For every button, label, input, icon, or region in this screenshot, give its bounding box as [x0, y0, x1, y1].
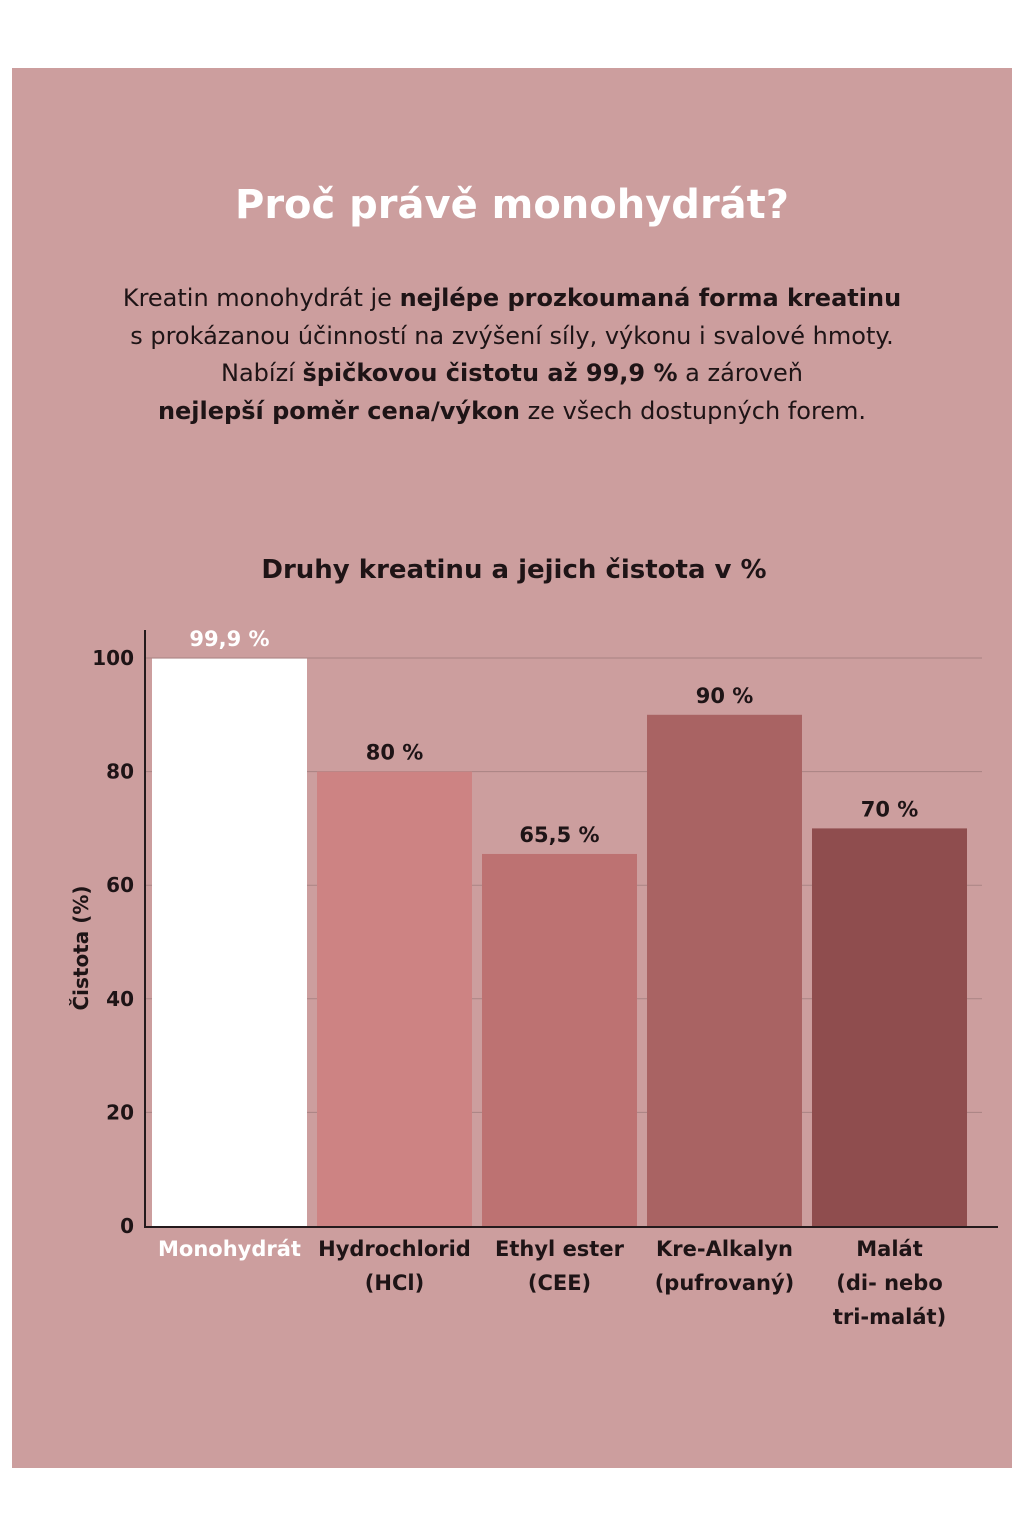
bar-value-label: 65,5 %	[519, 822, 600, 847]
x-category-label: (di- nebo	[836, 1271, 943, 1295]
chart-title: Druhy kreatinu a jejich čistota v %	[261, 555, 767, 585]
x-category-label: Malát	[856, 1237, 923, 1261]
intro-line-3: Nabízí špičkovou čistotu až 99,9 % a zároveň	[221, 359, 803, 387]
y-tick-label: 0	[120, 1214, 134, 1238]
y-axis-title: Čistota (%)	[69, 885, 93, 1011]
bar	[647, 715, 802, 1226]
intro-line-1: Kreatin monohydrát je nejlépe prozkoumaná forma kreatinu	[122, 284, 902, 312]
intro-line-2: s prokázanou účinností na zvýšení síly, výkonu i svalové hmoty.	[130, 321, 894, 350]
bar	[152, 659, 307, 1226]
x-category-label: (pufrovaný)	[654, 1271, 795, 1295]
y-tick-label: 40	[106, 986, 134, 1011]
bar-value-label: 99,9 %	[189, 627, 270, 651]
y-tick-label: 80	[106, 759, 134, 784]
bar	[812, 828, 967, 1226]
intro-paragraph	[60, 280, 964, 430]
x-category-label: (CEE)	[527, 1271, 592, 1295]
x-category-label: (HCl)	[364, 1271, 425, 1295]
x-category-label: Hydrochlorid	[318, 1237, 471, 1261]
x-category-label: tri-malát)	[832, 1305, 947, 1329]
x-category-label: Monohydrát	[158, 1237, 301, 1261]
y-tick-label: 100	[92, 646, 134, 670]
y-tick-label: 20	[106, 1100, 134, 1125]
y-tick-label: 60	[106, 873, 134, 898]
page-title: Proč právě monohydrát?	[235, 182, 789, 228]
intro-line-4: nejlepší poměr cena/výkon ze všech dostupných forem.	[157, 396, 867, 425]
x-category-label: Ethyl ester	[495, 1237, 624, 1261]
bar	[482, 854, 637, 1226]
bar-value-label: 70 %	[860, 797, 919, 822]
bar	[317, 772, 472, 1226]
purity-bar-chart	[0, 540, 1024, 1360]
x-category-label: Kre-Alkalyn	[655, 1237, 794, 1261]
bar-value-label: 90 %	[695, 683, 754, 708]
bar-value-label: 80 %	[365, 740, 424, 765]
